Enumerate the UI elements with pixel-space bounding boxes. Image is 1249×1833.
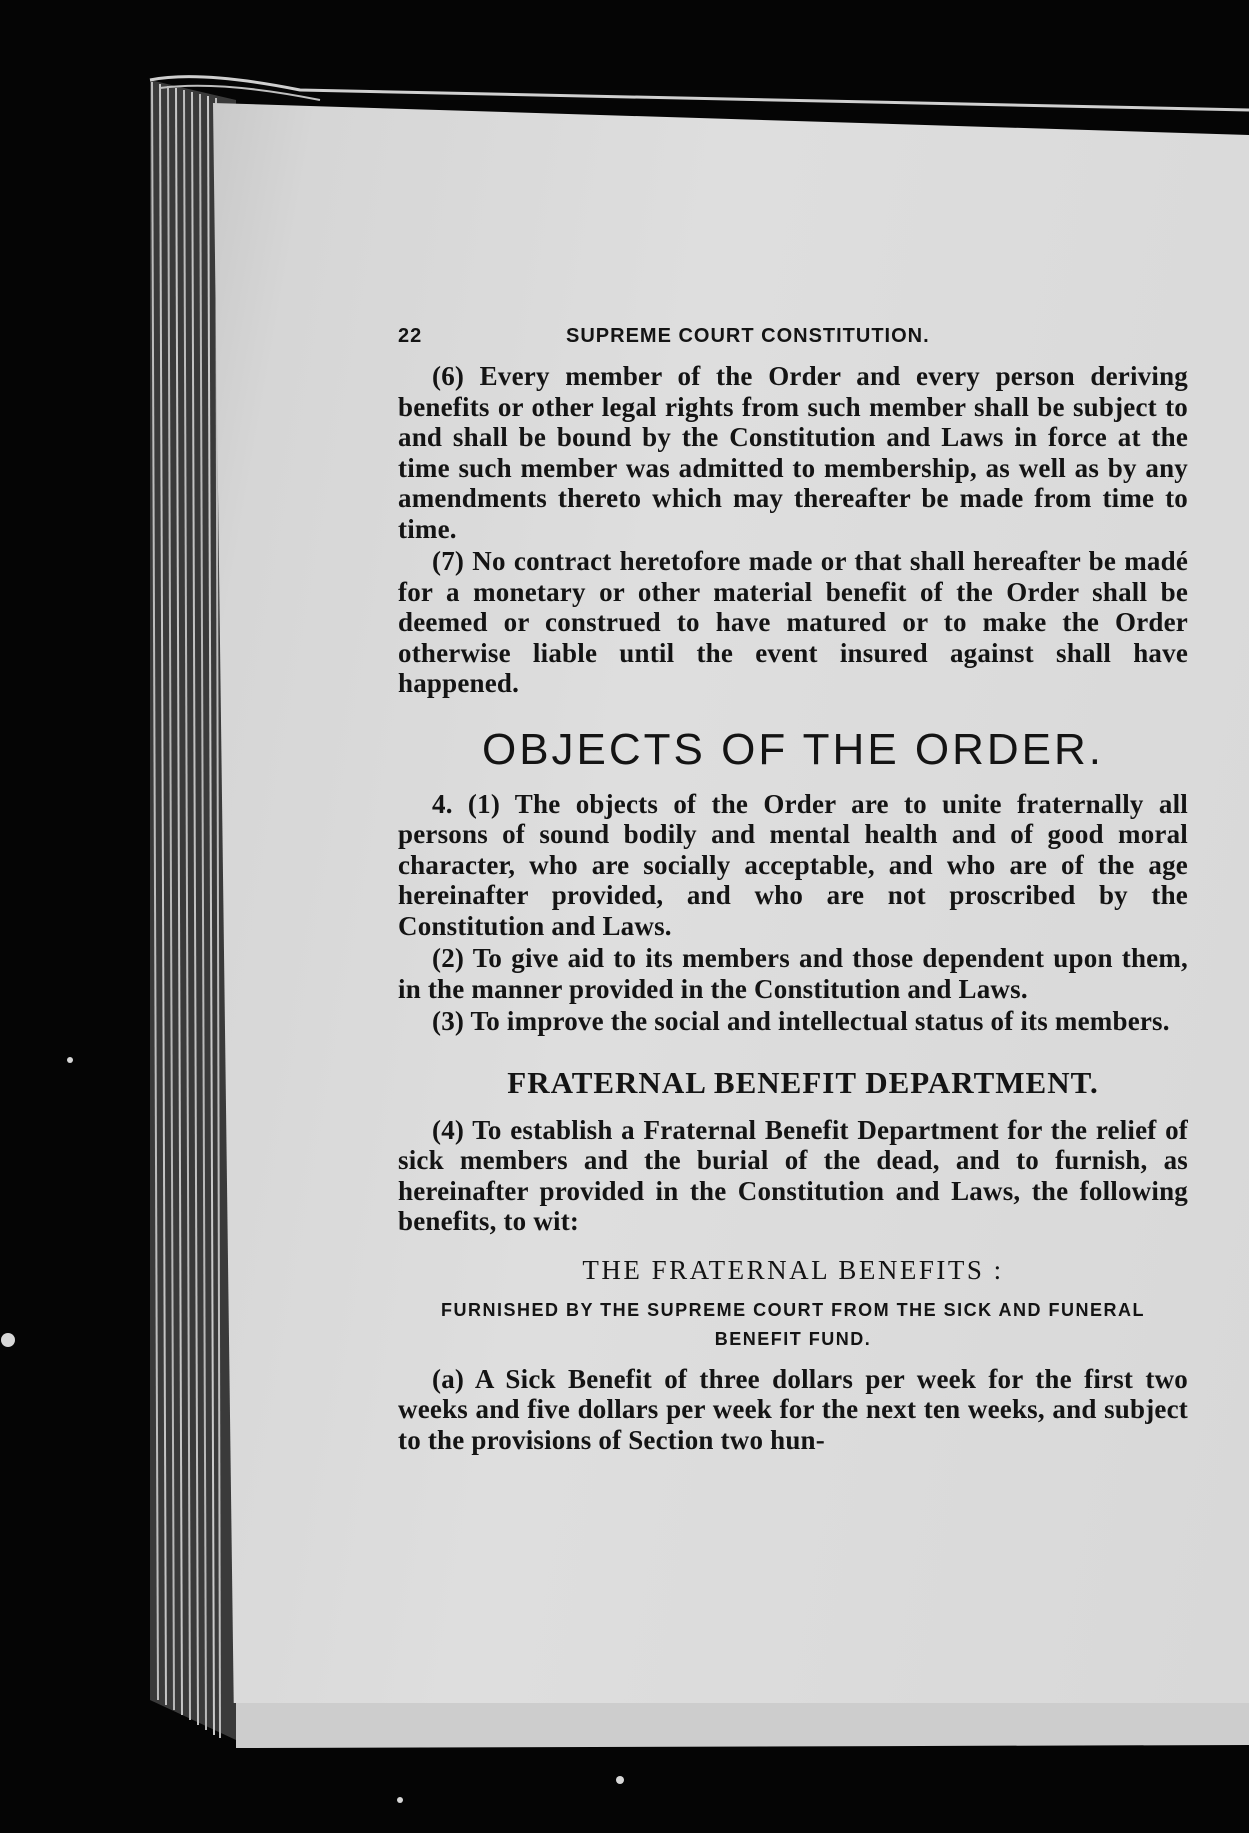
heading-fraternal-benefits: THE FRATERNAL BENEFITS : [582,1254,1004,1285]
running-head [398,325,1188,361]
paragraph-4-2: (2) To give aid to its members and those dependent upon them, in the manner provided in the Constitution and Laws. [398,943,1188,1004]
page-text-block [398,325,1188,1455]
paragraph-4-1: 4. (1) The objects of the Order are to unite fraternally all persons of sound bodily and mental health and of good moral character, who are socially acceptable, and who are of the age hereinafter provided, and who are not proscribed by the Constitution and Laws. [398,788,1188,941]
paragraph-7: (7) No contract heretofore made or that shall hereafter be madé for a monetary or other material benefit of the Order shall be deemed or construed to have matured or to make the Order otherwise liable until the event insured against shall have happened. [398,546,1188,698]
page-number: 22 [398,325,423,347]
paragraph-6: (6) Every member of the Order and every person deriving benefits or other legal rights from such member shall be subject to and shall be bound by the Constitution and Laws in force at the time such member was admitted to membership, as well as by any amendments thereto which may thereafter be made from time to time. [398,361,1188,544]
heading-fraternal-benefit-department: FRATERNAL BENEFIT DEPARTMENT. [507,1064,1099,1100]
heading-objects-of-the-order: OBJECTS OF THE ORDER. [481,724,1105,774]
subheading-furnished-by: FURNISHED BY THE SUPREME COURT FROM THE SICK AND FUNERAL BENEFIT FUND. [440,1299,1145,1349]
paragraph-4-4: (4) To establish a Fraternal Benefit Department for the relief of sick members and the burial of the dead, and to furnish, as hereinafter provided in the Constitution and Laws, the following benefits, to wit: [398,1114,1188,1236]
running-title: SUPREME COURT CONSTITUTION. [566,325,930,347]
paragraph-a: (a) A Sick Benefit of three dollars per week for the first two weeks and five dollars per week for the next ten weeks, and subject to the provisions of Section two hun- [398,1363,1188,1455]
paragraph-4-3: (3) To improve the social and intellectual status of its members. [432,1006,1170,1036]
